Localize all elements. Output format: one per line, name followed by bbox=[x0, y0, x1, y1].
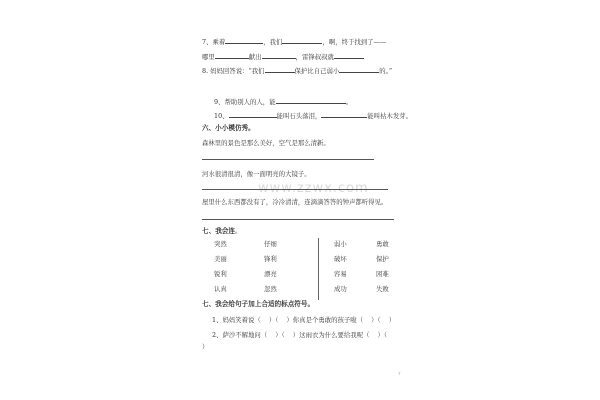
match-word[interactable]: 容易 bbox=[334, 270, 347, 278]
answer-line-2[interactable] bbox=[202, 189, 388, 190]
q10-text-a: 10、 bbox=[214, 112, 229, 120]
match-word[interactable]: 弱小 bbox=[334, 240, 347, 248]
section-8-title: 七、我会给句子加上合适的标点符号。 bbox=[202, 300, 315, 308]
match-word[interactable]: 突然 bbox=[214, 240, 227, 248]
question-9 bbox=[214, 97, 352, 107]
q7-text-f: ，雷锋叔叔就 bbox=[295, 53, 334, 61]
question-7-line-2 bbox=[202, 52, 364, 62]
q7-text-a: 7、乘着 bbox=[202, 38, 226, 46]
page-number: 7 bbox=[398, 371, 401, 376]
section-7-title-suffix: 。 bbox=[234, 227, 242, 235]
p2-text-a: 2、萨沙不解地问（ bbox=[212, 331, 268, 339]
match-word[interactable]: 困难 bbox=[376, 270, 389, 278]
match-word[interactable]: 成功 bbox=[334, 285, 347, 293]
p1-text-a: 1、妈妈笑着说（ bbox=[212, 316, 261, 324]
match-word[interactable]: 破坏 bbox=[334, 255, 347, 263]
p1-text-d: ）（ bbox=[371, 316, 381, 324]
p2-text-d: ）（ bbox=[377, 331, 388, 339]
question-7-line-1 bbox=[202, 37, 386, 47]
match-word[interactable]: 锐利 bbox=[214, 270, 227, 278]
punctuation-question-2-wrap: ） bbox=[202, 343, 209, 351]
punctuation-question-2 bbox=[212, 331, 395, 340]
q8-blank-2[interactable] bbox=[339, 66, 379, 73]
q9-text-a: 9、帮助别人的人，能 bbox=[214, 98, 276, 106]
q7-text-b: ，我们 bbox=[263, 38, 283, 46]
p1-text-e: ） bbox=[388, 316, 396, 324]
section-6-sentence-3: 屋里什么东西都没有了，冷冷清清，连滴滴答答的钟声都听得见。 bbox=[202, 198, 388, 206]
p1-text-b: ）（ bbox=[268, 316, 279, 324]
q10-blank-1[interactable] bbox=[229, 111, 277, 118]
q9-text-b: 。 bbox=[345, 98, 352, 106]
match-word[interactable]: 认真 bbox=[214, 285, 227, 293]
q7-blank-2[interactable] bbox=[282, 37, 322, 44]
p1-text-c: ）你真是个勇敢的孩子啦（ bbox=[286, 316, 364, 324]
q8-blank-1[interactable] bbox=[265, 66, 295, 73]
q7-text-e: 献出 bbox=[248, 53, 262, 61]
section-7-title bbox=[202, 227, 242, 236]
section-6-title: 六、小小模仿秀。 bbox=[202, 124, 255, 132]
p2-text-c: ）这雨衣为什么要给我呢（ bbox=[292, 331, 370, 339]
answer-line-1[interactable] bbox=[202, 159, 374, 160]
match-word[interactable]: 保护 bbox=[376, 255, 389, 263]
q7-blank-4[interactable] bbox=[262, 52, 296, 59]
q7-blank-1[interactable] bbox=[225, 37, 263, 44]
match-word[interactable]: 仔细 bbox=[264, 240, 277, 248]
match-word[interactable]: 勇敢 bbox=[376, 240, 389, 248]
question-8 bbox=[202, 66, 392, 76]
q8-text-b: 保护比自己弱小 bbox=[294, 67, 340, 75]
q8-text-c: 的。” bbox=[379, 67, 393, 75]
q9-blank[interactable] bbox=[276, 97, 346, 104]
match-word[interactable]: 美丽 bbox=[214, 255, 227, 263]
q8-text-a: 8. 妈妈回答说：“我们 bbox=[202, 67, 265, 75]
p2-text-b: ）（ bbox=[275, 331, 285, 339]
section-6-sentence-1: 森林里的景色是那么美好，空气是那么清新。 bbox=[202, 139, 330, 147]
section-6-sentence-2: 河水很清很清，像一面明亮的大镜子。 bbox=[202, 170, 311, 178]
q7-text-d: 哪里 bbox=[202, 53, 215, 61]
section-7-title-prefix: 七、 bbox=[202, 227, 216, 235]
column-divider bbox=[318, 238, 319, 300]
q7-blank-5[interactable] bbox=[334, 52, 364, 59]
section-7-title-bold: 我会连 bbox=[215, 227, 235, 235]
q10-text-b: 能叫石头落泪， bbox=[276, 112, 322, 120]
answer-line-3[interactable] bbox=[202, 219, 394, 220]
question-10 bbox=[214, 111, 412, 121]
q10-text-c: 能叫枯木发芽。 bbox=[367, 112, 412, 120]
q10-blank-2[interactable] bbox=[321, 111, 367, 118]
match-word[interactable]: 锋利 bbox=[264, 255, 277, 263]
match-word[interactable]: 漂亮 bbox=[264, 270, 277, 278]
match-word[interactable]: 失败 bbox=[376, 285, 389, 293]
punctuation-question-1 bbox=[212, 316, 395, 325]
watermark-text: www.zzwx.com bbox=[258, 181, 369, 196]
q7-text-c: ，啊，终于找到了—— bbox=[322, 38, 387, 46]
match-word[interactable]: 忽然 bbox=[264, 285, 277, 293]
q7-blank-3[interactable] bbox=[215, 52, 249, 59]
